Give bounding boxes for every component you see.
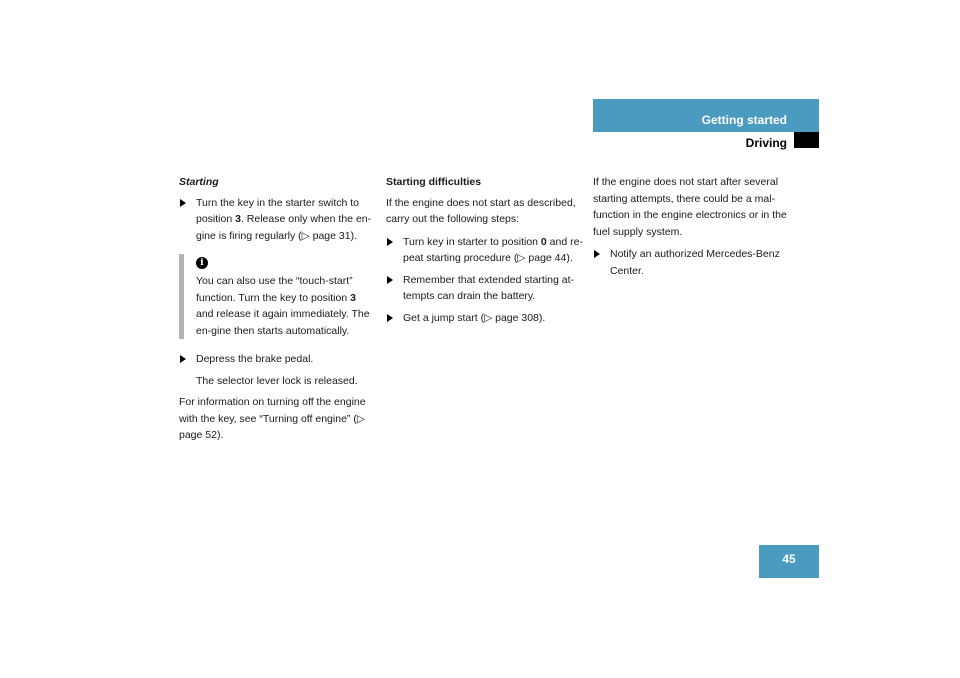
step-text: Depress the brake pedal. [196,353,314,365]
step-notify-center [593,246,793,279]
arrow-bullet-icon [387,314,393,322]
step-text: and re-peat starting procedure ( [403,235,583,264]
step-text: Notify an authorized Mercedes-Benz Center. [610,248,780,277]
section-title: Getting started [701,113,787,127]
subsection-header [593,132,819,148]
column-malfunction [593,174,793,284]
heading-starting: Starting [179,176,219,188]
arrow-bullet-icon [180,199,186,207]
column-starting [179,174,375,448]
difficulties-intro: If the engine does not start as described, carry out the following steps: [386,196,576,225]
turn-off-info [179,394,375,444]
step-text: Remember that extended starting at-tempts can drain the battery. [403,273,575,302]
note-text-part: You can also use the “touch-start” function. Turn the key to position [196,275,353,304]
step-jump-start [386,310,584,327]
heading-difficulties: Starting difficulties [386,176,482,188]
page-reference[interactable]: ▷ page 308 [484,311,539,324]
arrow-bullet-icon [387,238,393,246]
info-note [179,254,375,339]
page-reference[interactable]: ▷ page 31 [301,229,351,242]
key-position: 3 [350,291,356,304]
arrow-bullet-icon [180,355,186,363]
step-text: Turn the key in the starter switch to position [196,196,360,225]
step-turn-key [179,195,375,245]
page-reference[interactable]: ▷ page 44 [517,252,567,264]
info-icon: i [196,257,208,269]
step-text: ). [350,229,358,242]
note-text [196,273,375,339]
step-result: The selector lever lock is released. [196,374,358,387]
page-number-box [759,545,819,578]
step-text: ). [566,252,573,264]
page-reference[interactable]: ▷ page 52 [179,412,365,441]
arrow-bullet-icon [387,276,393,284]
page-number: 45 [782,552,796,566]
step-text: Get a jump start ( [403,311,485,324]
paragraph-text: ). [216,429,224,441]
key-position: 0 [540,235,547,248]
header-marker [794,132,819,148]
step-text: Turn key in starter to position [403,235,541,248]
step-brake [179,351,375,368]
step-repeat-start [386,234,584,267]
column-difficulties [386,174,584,331]
note-text-part: and release it again immediately. The en-gine then starts automatically. [196,308,370,337]
subsection-title: Driving [745,136,787,150]
arrow-bullet-icon [594,250,600,258]
key-position: 3 [235,213,241,225]
step-text: . Release only when the en-gine is firing regularly ( [196,213,372,242]
paragraph-text: For information on turning off the engine with the key, see “Turning off engine” ( [179,396,366,425]
step-text: ). [538,311,546,324]
section-header [593,99,819,132]
malfunction-intro: If the engine does not start after several starting attempts, there could be a mal-function in the engine electronics or in the fuel supply system. [593,176,787,238]
step-battery-warning [386,272,584,305]
